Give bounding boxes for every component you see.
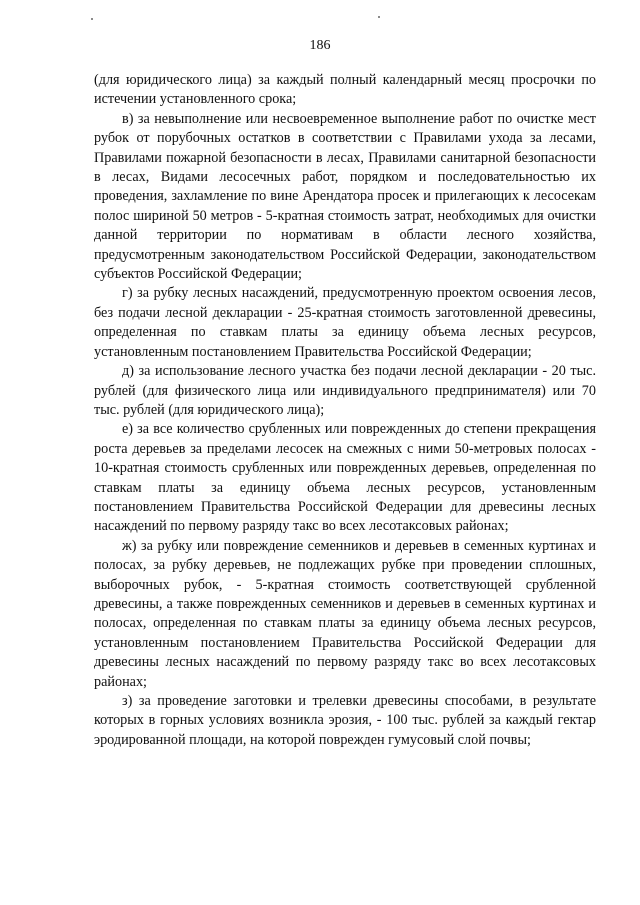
scan-speck [378, 16, 380, 18]
scan-speck [91, 18, 93, 20]
paragraph-item-v: в) за невыполнение или несвоевременное выполнение работ по очистке мест рубок от порубочных остатков в соответствии с Правилами ухода за лесами, Правилами пожарной безопасности в лесах, Правилами санитарной безопасности в лесах, Видами лесосечных работ, порядком и последовательностью их проведения, захламление по вине Арендатора просек и прилегающих к лесосекам полос шириной 50 метров - 5-кратная стоимость затрат, необходимых для очистки данной территории по нормативам в области лесного хозяйства, предусмотренным законодательством Российской Федерации, законодательством субъектов Российской Федерации; [94, 110, 596, 283]
paragraph-continuation: (для юридического лица) за каждый полный календарный месяц просрочки по истечении установленного срока; [94, 72, 596, 108]
page-number: 186 [309, 38, 331, 53]
paragraph-item-z: з) за проведение заготовки и трелевки древесины способами, в результате которых в горных условиях возникла эрозия, - 100 тыс. рублей за каждый гектар эродированной площади, на которой поврежден гумусовый слой почвы; [94, 693, 596, 748]
document-body [94, 71, 596, 750]
paragraph-item-e: е) за все количество срубленных или поврежденных до степени прекращения роста деревьев за пределами лесосек на смежных с ними 50-метровых полосах - 10-кратная стоимость срубленных или поврежденных деревьев, определенная по ставкам платы за единицу объема лесных ресурсов, установленным постановлением Правительства Российской Федерации для древесины лесных насаждений по первому разряду такс во всех лесотаксовых районах; [94, 421, 596, 535]
paragraph-item-zh: ж) за рубку или повреждение семенников и деревьев в семенных куртинах и полосах, за рубку деревьев, не подлежащих рубке при проведении сплошных, выборочных рубок, - 5-кратная стоимость соответствующей срубленной древесины, а также поврежденных семенников и деревьев в семенных куртинах и полосах, определенная по ставкам платы за единицу объема лесных ресурсов, установленным постановлением Правительства Российской Федерации для древесины лесных насаждений по первому разряду такс во всех лесотаксовых районах; [94, 537, 596, 690]
paragraph-item-g: г) за рубку лесных насаждений, предусмотренную проектом освоения лесов, без подачи лесной декларации - 25-кратная стоимость заготовленной древесины, определенная по ставкам платы за единицу объема лесных ресурсов, установленным постановлением Правительства Российской Федерации; [94, 285, 596, 360]
paragraph-item-d: д) за использование лесного участка без подачи лесной декларации - 20 тыс. рублей (для физического лица или индивидуального предпринимателя) или 70 тыс. рублей (для юридического лица); [94, 363, 596, 418]
